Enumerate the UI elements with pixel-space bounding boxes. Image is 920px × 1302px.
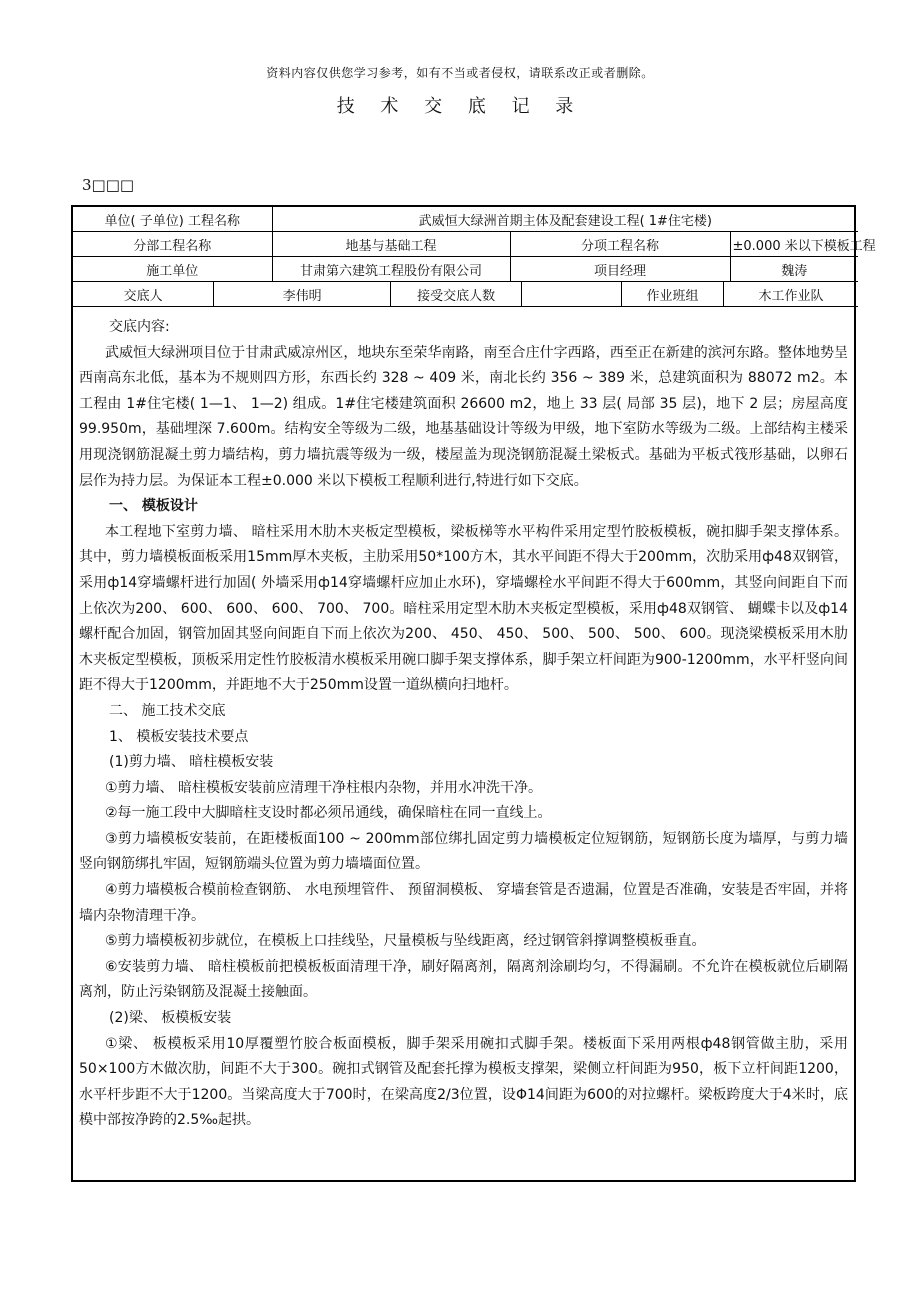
list-item: ②每一施工段中大脚暗柱支设时都必须吊通线，确保暗柱在同一直线上。 <box>105 805 552 822</box>
table-row-cells <box>73 282 858 307</box>
discloser-label: 交底人 <box>73 282 214 306</box>
unit-project-value: 武威恒大绿洲首期主体及配套建设工程( 1#住宅楼) <box>272 207 858 232</box>
disclosure-form <box>71 205 876 1182</box>
document-code: 3□□□ <box>82 176 135 194</box>
list-item: ①剪力墙、 暗柱模板安装前应清理干净柱根内杂物，并用水冲洗干净。 <box>105 779 542 796</box>
manager-value: 魏涛 <box>730 257 858 282</box>
list-item: ⑥安装剪力墙、 暗柱模板前把模板板面清理干净，刷好隔离剂，隔离剂涂刷均匀，不得漏刷。不允许在模板就位后刷隔离剂，防止污染钢筋及混凝土接触面。 <box>79 958 848 1001</box>
table-row <box>73 282 858 307</box>
table-row <box>73 232 858 257</box>
list-item: ④剪力墙模板合模前检查钢筋、 水电预埋管件、 预留洞模板、 穿墙套管是否遗漏，位置是否准确，安装是否牢固，并将墙内杂物清理干净。 <box>79 882 848 924</box>
contractor-label: 施工单位 <box>73 257 272 282</box>
content-label: 交底内容: <box>109 319 170 335</box>
receiver-value <box>522 282 622 306</box>
division-value: 地基与基础工程 <box>272 232 510 257</box>
list-item: ⑤剪力墙模板初步就位，在模板上口挂线坠，尺量模板与坠线距离，经过钢管斜撑调整模板垂直。 <box>105 933 706 950</box>
formwork-design-text: 本工程地下室剪力墙、 暗柱采用木肋木夹板定型模板，梁板梯等水平构件采用定型竹胶板模板，碗扣脚手架支撑体系。其中，剪力墙模板面板采用15mm厚木夹板，主肋采用50*100方木，其水平间距不得大于200mm，次肋采用ф48双钢管，采用ф14穿墙螺杆进行加固( 外墙采用ф14穿墙螺杆应加止水环)，穿墙螺栓水平间距不得大于600mm，其竖向间距自下而上依次为200、 600、 600、 600、 700、 700。暗柱采用定型木肋木夹板定型模板，采用ф48双钢管、 蝴蝶卡以及ф14螺杆配合加固，钢管加固其竖向间距自下而上依次为200、 450、 450、 500、 500、 500、 600。现浇梁模板采用木肋木夹板定型模板，顶板采用定性竹胶板清水模板采用碗口脚手架支撑体系，脚手架立杆间距为900-1200mm，水平杆竖向间距不得大于1200mm，并距地不大于250mm设置一道纵横向扫地杆。 <box>79 523 848 694</box>
discloser-value: 李伟明 <box>214 282 391 306</box>
list-item: ③剪力墙模板安装前，在距楼板面100 ~ 200mm部位绑扎固定剪力墙模板定位短钢筋，短钢筋长度为墙厚，与剪力墙竖向钢筋绑扎牢固，短钢筋端头位置为剪力墙墙面位置。 <box>79 830 848 873</box>
team-label: 作业班组 <box>622 282 724 306</box>
table-row <box>73 207 858 232</box>
subsection-title: (1)剪力墙、 暗柱模板安装 <box>109 754 274 771</box>
team-value: 木工作业队 <box>758 288 824 304</box>
section-title: 二、 施工技术交底 <box>109 702 226 719</box>
project-overview: 武威恒大绿洲项目位于甘肃武威凉州区，地块东至荣华南路，南至合庄什字西路，西至正在新建的滨河东路。整体地势呈西南高东北低，基本为不规则四方形，东西长约 328 ~ 409 米，南北长约 356 ~ 389 米，总建筑面积为 88072 m2。本工程由 1#住宅楼( 1—1、 1—2) 组成。1#住宅楼建筑面积 26600 m2，地上 33 层( 局部 35 层)，地下 2 层；房屋高度 99.950m，基础埋深 7.600m。结构安全等级为二级，地基基础设计等级为甲级，地下室防水等级为二级。上部结构主楼采用现浇钢筋混凝土剪力墙结构，剪力墙抗震等级为一级，楼屋盖为现浇钢筋混凝土梁板式。基础为平板式筏形基础，以卵石层作为持力层。为保证本工程±0.000 米以下模板工程顺利进行,特进行如下交底。 <box>79 344 848 489</box>
document-title: 技 术 交 底 记 录 <box>336 96 584 117</box>
subsection-title: 1、 模板安装技术要点 <box>109 728 249 745</box>
subitem-value: ±0.000 米以下模板工程 <box>730 232 858 257</box>
project-info-table <box>73 207 876 307</box>
disclosure-content <box>73 307 854 1134</box>
division-label: 分部工程名称 <box>73 232 272 257</box>
table-row <box>73 257 858 282</box>
section-title: 一、 模板设计 <box>109 498 198 515</box>
manager-label: 项目经理 <box>510 257 730 282</box>
disclaimer-text: 资料内容仅供您学习参考，如有不当或者侵权，请联系改正或者删除。 <box>266 66 654 80</box>
list-item: ①梁、 板模板采用10厚覆塑竹胶合板面模板，脚手架采用碗扣式脚手架。楼板面下采用两根ф48钢管做主肋，采用50×100方木做次肋，间距不大于300。碗扣式钢管及配套托撑为模板支撑架，梁侧立杆间距为950，板下立杆间距1200，水平杆步距不大于1200。当梁高度大于700时，在梁高度2/3位置，设Φ14间距为600的对拉螺杆。梁板跨度大于4米时，底模中部按净跨的2.5‰起拱。 <box>79 1035 848 1129</box>
contractor-value: 甘肃第六建筑工程股份有限公司 <box>272 257 510 282</box>
receiver-label: 接受交底人数 <box>390 282 521 306</box>
subsection-title: (2)梁、 板模板安装 <box>109 1010 232 1027</box>
subitem-label: 分项工程名称 <box>510 232 730 257</box>
unit-project-label: 单位( 子单位) 工程名称 <box>73 207 272 232</box>
